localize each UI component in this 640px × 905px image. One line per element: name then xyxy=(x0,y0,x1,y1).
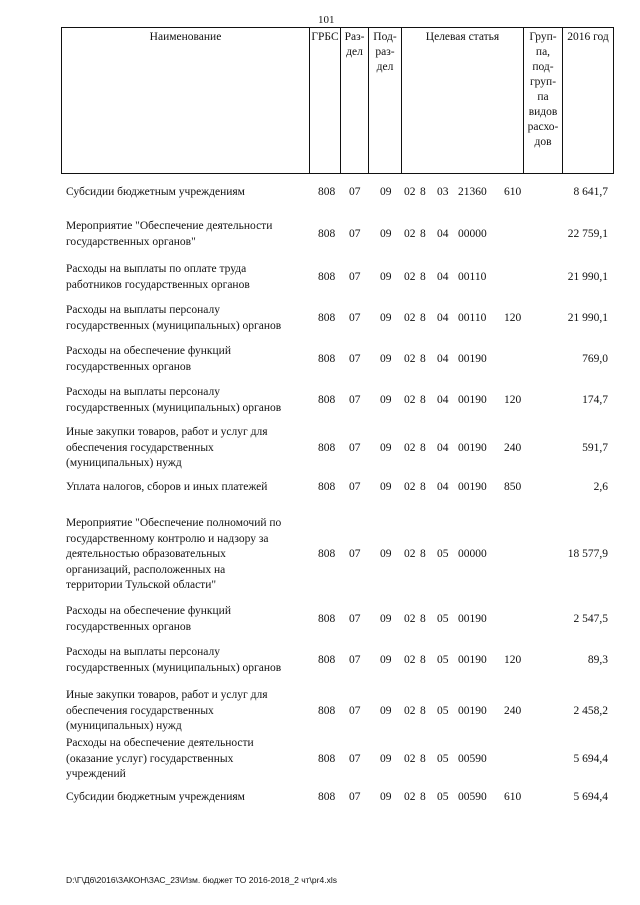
grbs-code: 808 xyxy=(318,441,336,454)
grbs-code: 808 xyxy=(318,311,336,324)
page-number: 101 xyxy=(318,14,335,26)
row-name: Мероприятие "Обеспечение полномочий по государственному контролю и надзору за деятельностью образовательных организаций, расположенных на территории Тульской области" xyxy=(66,517,282,591)
expense-group-code: 120 xyxy=(504,311,522,324)
target-part-2: 8 xyxy=(420,548,426,560)
target-part-4: 00190 xyxy=(458,393,487,406)
target-part-3: 05 xyxy=(437,704,449,717)
target-part-1: 02 xyxy=(404,752,416,765)
row-name: Иные закупки товаров, работ и услуг для обеспечения государственных (муниципальных) нужд xyxy=(66,689,268,732)
target-part-3: 04 xyxy=(437,441,449,454)
grbs-code: 808 xyxy=(318,227,336,240)
target-part-2: 8 xyxy=(420,612,426,625)
target-part-2: 8 xyxy=(420,352,426,365)
target-part-1: 02 xyxy=(404,653,416,666)
row-name: Расходы на обеспечение деятельности (оказание услуг) государственных учреждений xyxy=(66,737,254,780)
razdel-code: 07 xyxy=(349,393,361,406)
grbs-code: 808 xyxy=(318,791,336,803)
target-part-2: 8 xyxy=(420,227,426,240)
expense-group-code: 120 xyxy=(504,393,522,406)
target-part-2: 8 xyxy=(420,481,426,493)
podrazdel-code: 09 xyxy=(380,612,392,625)
target-part-2: 8 xyxy=(420,441,426,454)
row-name: Расходы на выплаты персоналу государственных (муниципальных) органов xyxy=(66,304,282,332)
target-part-3: 04 xyxy=(437,311,449,324)
amount-2016: 21 990,1 xyxy=(567,270,608,283)
razdel-code: 07 xyxy=(349,548,361,560)
row-name: Уплата налогов, сборов и иных платежей xyxy=(66,481,268,493)
podrazdel-code: 09 xyxy=(380,441,392,454)
amount-2016: 2,6 xyxy=(593,481,608,493)
target-part-1: 02 xyxy=(404,441,416,454)
razdel-code: 07 xyxy=(349,653,361,666)
amount-2016: 21 990,1 xyxy=(567,311,608,324)
target-part-1: 02 xyxy=(404,548,416,560)
target-part-3: 05 xyxy=(437,612,449,625)
amount-2016: 2 458,2 xyxy=(573,704,608,717)
razdel-code: 07 xyxy=(349,441,361,454)
target-part-4: 00110 xyxy=(458,270,487,283)
amount-2016: 591,7 xyxy=(582,441,608,454)
target-part-3: 04 xyxy=(437,352,449,365)
target-part-2: 8 xyxy=(420,791,426,803)
target-part-2: 8 xyxy=(420,270,426,283)
target-part-4: 00590 xyxy=(458,752,487,765)
target-part-1: 02 xyxy=(404,227,416,240)
razdel-code: 07 xyxy=(349,612,361,625)
row-name: Иные закупки товаров, работ и услуг для обеспечения государственных (муниципальных) нужд xyxy=(66,426,268,469)
target-part-1: 02 xyxy=(404,311,416,324)
row-name: Мероприятие "Обеспечение деятельности государственных органов" xyxy=(66,220,273,248)
target-part-1: 02 xyxy=(404,352,416,365)
amount-2016: 2 547,5 xyxy=(573,612,608,625)
podrazdel-code: 09 xyxy=(380,653,392,666)
target-part-4: 00190 xyxy=(458,481,487,493)
target-part-2: 8 xyxy=(420,653,426,666)
podrazdel-code: 09 xyxy=(380,481,392,493)
razdel-code: 07 xyxy=(349,311,361,324)
expense-group-code: 240 xyxy=(504,704,522,717)
podrazdel-code: 09 xyxy=(380,548,392,560)
header-name: Наименование xyxy=(62,28,310,174)
podrazdel-code: 09 xyxy=(380,311,392,324)
razdel-code: 07 xyxy=(349,752,361,765)
target-part-2: 8 xyxy=(420,752,426,765)
grbs-code: 808 xyxy=(318,186,336,198)
target-part-4: 00590 xyxy=(458,791,487,803)
target-part-1: 02 xyxy=(404,186,416,198)
row-name: Расходы на выплаты персоналу государственных (муниципальных) органов xyxy=(66,646,282,674)
target-part-1: 02 xyxy=(404,393,416,406)
razdel-code: 07 xyxy=(349,704,361,717)
row-name: Субсидии бюджетным учреждениям xyxy=(66,186,245,198)
podrazdel-code: 09 xyxy=(380,270,392,283)
razdel-code: 07 xyxy=(349,352,361,365)
target-part-2: 8 xyxy=(420,186,426,198)
row-name: Расходы на обеспечение функций государственных органов xyxy=(66,345,231,373)
target-part-3: 04 xyxy=(437,481,449,493)
amount-2016: 769,0 xyxy=(582,352,608,365)
grbs-code: 808 xyxy=(318,612,336,625)
razdel-code: 07 xyxy=(349,186,361,198)
header-year: 2016 год xyxy=(563,28,614,174)
target-part-4: 00110 xyxy=(458,311,487,324)
file-path-footer: D:\Г\Д6\2016\ЗАКОН\ЗАС_23\Изм. бюджет ТО 2016-2018_2 чт\pr4.xls xyxy=(66,875,337,885)
expense-group-code: 240 xyxy=(504,441,522,454)
target-part-1: 02 xyxy=(404,791,416,803)
target-part-4: 00190 xyxy=(458,704,487,717)
target-part-1: 02 xyxy=(404,612,416,625)
grbs-code: 808 xyxy=(318,752,336,765)
target-part-3: 03 xyxy=(437,186,449,198)
grbs-code: 808 xyxy=(318,548,336,560)
amount-2016: 18 577,9 xyxy=(567,548,608,560)
header-razdel: Раз- дел xyxy=(341,28,369,174)
amount-2016: 5 694,4 xyxy=(573,752,608,765)
row-name: Расходы на обеспечение функций государственных органов xyxy=(66,605,231,633)
podrazdel-code: 09 xyxy=(380,227,392,240)
podrazdel-code: 09 xyxy=(380,791,392,803)
razdel-code: 07 xyxy=(349,481,361,493)
target-part-4: 00190 xyxy=(458,612,487,625)
target-part-1: 02 xyxy=(404,704,416,717)
row-name: Расходы на выплаты персоналу государственных (муниципальных) органов xyxy=(66,386,282,414)
target-part-3: 04 xyxy=(437,227,449,240)
target-part-2: 8 xyxy=(420,393,426,406)
expense-group-code: 850 xyxy=(504,481,522,493)
target-part-3: 05 xyxy=(437,548,449,560)
grbs-code: 808 xyxy=(318,481,336,493)
target-part-4: 21360 xyxy=(458,186,487,198)
target-part-3: 04 xyxy=(437,270,449,283)
podrazdel-code: 09 xyxy=(380,704,392,717)
target-part-3: 05 xyxy=(437,653,449,666)
podrazdel-code: 09 xyxy=(380,752,392,765)
amount-2016: 5 694,4 xyxy=(573,791,608,803)
razdel-code: 07 xyxy=(349,791,361,803)
header-group: Груп- па, под- груп- па видов расхо- дов xyxy=(524,28,563,174)
podrazdel-code: 09 xyxy=(380,393,392,406)
podrazdel-code: 09 xyxy=(380,186,392,198)
target-part-3: 04 xyxy=(437,393,449,406)
target-part-3: 05 xyxy=(437,791,449,803)
amount-2016: 8 641,7 xyxy=(573,186,608,198)
amount-2016: 174,7 xyxy=(582,393,608,406)
grbs-code: 808 xyxy=(318,270,336,283)
grbs-code: 808 xyxy=(318,352,336,365)
target-part-3: 05 xyxy=(437,752,449,765)
grbs-code: 808 xyxy=(318,704,336,717)
razdel-code: 07 xyxy=(349,227,361,240)
target-part-4: 00190 xyxy=(458,441,487,454)
target-part-4: 00000 xyxy=(458,548,487,560)
amount-2016: 89,3 xyxy=(587,653,608,666)
target-part-4: 00190 xyxy=(458,653,487,666)
podrazdel-code: 09 xyxy=(380,352,392,365)
expense-group-code: 120 xyxy=(504,653,522,666)
header-podrazdel: Под- раз- дел xyxy=(369,28,402,174)
target-part-1: 02 xyxy=(404,270,416,283)
target-part-4: 00000 xyxy=(458,227,487,240)
target-part-4: 00190 xyxy=(458,352,487,365)
razdel-code: 07 xyxy=(349,270,361,283)
expense-group-code: 610 xyxy=(504,186,522,198)
header-grbs: ГРБС xyxy=(310,28,341,174)
row-name: Расходы на выплаты по оплате труда работников государственных органов xyxy=(66,263,250,291)
row-name: Субсидии бюджетным учреждениям xyxy=(66,791,245,803)
amount-2016: 22 759,1 xyxy=(567,227,608,240)
target-part-1: 02 xyxy=(404,481,416,493)
grbs-code: 808 xyxy=(318,653,336,666)
target-part-2: 8 xyxy=(420,704,426,717)
header-target: Целевая статья xyxy=(402,28,524,174)
grbs-code: 808 xyxy=(318,393,336,406)
target-part-2: 8 xyxy=(420,311,426,324)
expense-group-code: 610 xyxy=(504,791,522,803)
